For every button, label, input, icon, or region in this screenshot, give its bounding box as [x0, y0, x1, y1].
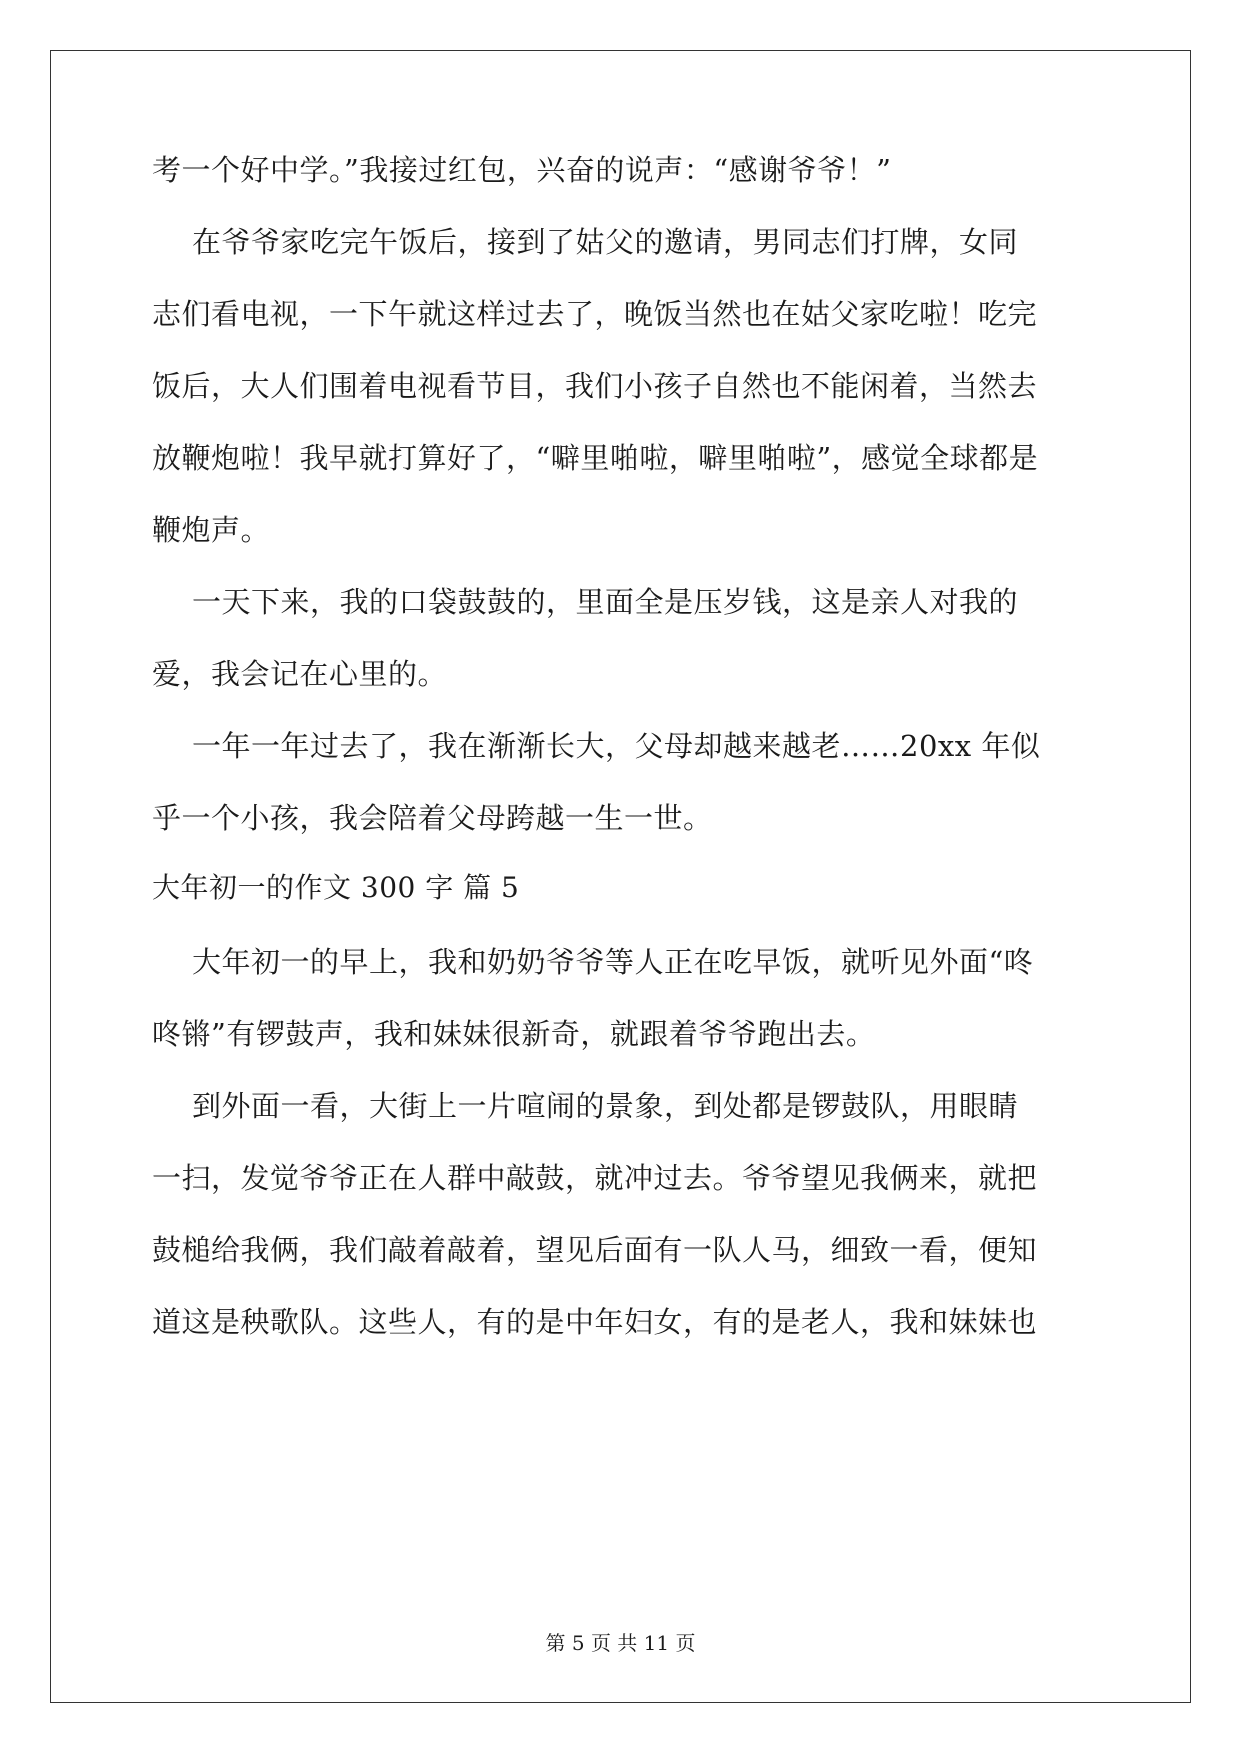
page-number-footer: 第 5 页 共 11 页	[545, 1631, 696, 1655]
section-heading: 大年初一的作文 300 字 篇 5	[152, 871, 520, 904]
text-line-15: 一扫，发觉爷爷正在人群中敲鼓，就冲过去。爷爷望见我俩来，就把	[152, 1161, 1038, 1195]
paragraph-start-line: 到外面一看，大街上一片喧闹的景象，到处都是锣鼓队，用眼睛	[192, 1089, 1019, 1123]
paragraph-start-line: 大年初一的早上，我和奶奶爷爷等人正在吃早饭，就听见外面“咚	[192, 945, 1034, 979]
text-line-16: 鼓槌给我俩，我们敲着敲着，望见后面有一队人马，细致一看，便知	[152, 1233, 1038, 1267]
text-line-13: 咚锵”有锣鼓声，我和妹妹很新奇，就跟着爷爷跑出去。	[152, 1017, 876, 1051]
text-line-3: 志们看电视，一下午就这样过去了，晚饭当然也在姑父家吃啦！吃完	[152, 297, 1038, 331]
text-line-1: 考一个好中学。”我接过红包，兴奋的说声：“感谢爷爷！”	[152, 153, 892, 187]
text-line-17: 道这是秧歌队。这些人，有的是中年妇女，有的是老人，我和妹妹也	[152, 1305, 1038, 1339]
text-line-4: 饭后，大人们围着电视看节目，我们小孩子自然也不能闲着，当然去	[152, 369, 1038, 403]
paragraph-start-line: 在爷爷家吃完午饭后，接到了姑父的邀请，男同志们打牌，女同	[192, 225, 1019, 259]
paragraph-start-line: 一年一年过去了，我在渐渐长大，父母却越来越老……20xx 年似	[192, 729, 1041, 763]
text-line-5: 放鞭炮啦！我早就打算好了，“噼里啪啦，噼里啪啦”，感觉全球都是	[152, 441, 1039, 475]
text-line-6: 鞭炮声。	[152, 513, 271, 547]
paragraph-start-line: 一天下来，我的口袋鼓鼓的，里面全是压岁钱，这是亲人对我的	[192, 585, 1019, 619]
text-line-10: 乎一个小孩，我会陪着父母跨越一生一世。	[152, 801, 713, 835]
text-line-8: 爱，我会记在心里的。	[152, 657, 448, 691]
